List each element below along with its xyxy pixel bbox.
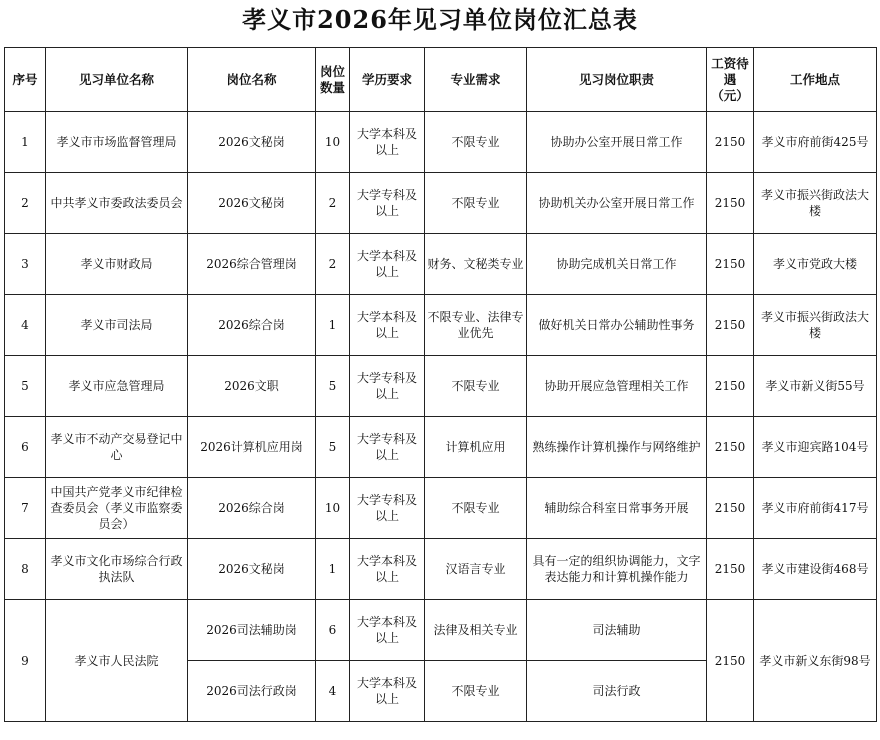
- cell-post: 2026司法辅助岗: [188, 600, 316, 661]
- cell-unit: 中国共产党孝义市纪律检查委员会（孝义市监察委员会）: [46, 478, 188, 539]
- cell-edu: 大学专科及以上: [350, 356, 425, 417]
- cell-no: 1: [5, 112, 46, 173]
- cell-no: 4: [5, 295, 46, 356]
- cell-edu: 大学专科及以上: [350, 478, 425, 539]
- cell-place: 孝义市府前街425号: [754, 112, 877, 173]
- col-header-edu: 学历要求: [350, 48, 425, 112]
- cell-pay: 2150: [707, 539, 754, 600]
- cell-unit: 孝义市财政局: [46, 234, 188, 295]
- cell-pay: 2150: [707, 478, 754, 539]
- cell-major: 不限专业、法律专业优先: [425, 295, 527, 356]
- cell-count: 2: [316, 173, 350, 234]
- cell-count: 5: [316, 356, 350, 417]
- cell-place: 孝义市迎宾路104号: [754, 417, 877, 478]
- col-header-count: 岗位数量: [316, 48, 350, 112]
- cell-post: 2026司法行政岗: [188, 661, 316, 722]
- cell-post: 2026文职: [188, 356, 316, 417]
- cell-edu: 大学专科及以上: [350, 173, 425, 234]
- table-row: [5, 112, 877, 173]
- cell-edu: 大学本科及以上: [350, 661, 425, 722]
- cell-no: 2: [5, 173, 46, 234]
- table-row: [5, 173, 877, 234]
- cell-major: 汉语言专业: [425, 539, 527, 600]
- table-row: [5, 478, 877, 539]
- cell-count: 1: [316, 295, 350, 356]
- positions-table: [4, 47, 877, 722]
- cell-place: 孝义市府前街417号: [754, 478, 877, 539]
- cell-pay: 2150: [707, 112, 754, 173]
- col-header-post: 岗位名称: [188, 48, 316, 112]
- cell-edu: 大学专科及以上: [350, 417, 425, 478]
- cell-count: 10: [316, 478, 350, 539]
- cell-duty: 协助机关办公室开展日常工作: [527, 173, 707, 234]
- cell-unit: 孝义市应急管理局: [46, 356, 188, 417]
- cell-edu: 大学本科及以上: [350, 112, 425, 173]
- col-header-major: 专业需求: [425, 48, 527, 112]
- cell-place: 孝义市建设街468号: [754, 539, 877, 600]
- cell-place: 孝义市党政大楼: [754, 234, 877, 295]
- cell-place: 孝义市新义街55号: [754, 356, 877, 417]
- cell-no: 5: [5, 356, 46, 417]
- table-row: [5, 417, 877, 478]
- cell-duty: 协助开展应急管理相关工作: [527, 356, 707, 417]
- cell-duty: 辅助综合科室日常事务开展: [527, 478, 707, 539]
- cell-major: 不限专业: [425, 478, 527, 539]
- cell-edu: 大学本科及以上: [350, 539, 425, 600]
- cell-unit: 孝义市司法局: [46, 295, 188, 356]
- cell-count: 10: [316, 112, 350, 173]
- cell-duty: 协助完成机关日常工作: [527, 234, 707, 295]
- cell-pay: 2150: [707, 234, 754, 295]
- cell-edu: 大学本科及以上: [350, 234, 425, 295]
- cell-count: 5: [316, 417, 350, 478]
- cell-post: 2026综合岗: [188, 478, 316, 539]
- cell-place: 孝义市振兴街政法大楼: [754, 295, 877, 356]
- cell-duty: 熟练操作计算机操作与网络维护: [527, 417, 707, 478]
- cell-duty: 做好机关日常办公辅助性事务: [527, 295, 707, 356]
- table-row: [5, 234, 877, 295]
- cell-major: 不限专业: [425, 173, 527, 234]
- table-row: [5, 539, 877, 600]
- cell-post: 2026文秘岗: [188, 112, 316, 173]
- cell-duty: 协助办公室开展日常工作: [527, 112, 707, 173]
- cell-post: 2026综合管理岗: [188, 234, 316, 295]
- cell-unit: 孝义市文化市场综合行政执法队: [46, 539, 188, 600]
- cell-pay: 2150: [707, 600, 754, 722]
- cell-post: 2026文秘岗: [188, 539, 316, 600]
- table-row: [5, 356, 877, 417]
- col-header-place: 工作地点: [754, 48, 877, 112]
- page-title: 孝义市2026年见习单位岗位汇总表: [242, 5, 638, 34]
- col-header-pay: 工资待遇（元）: [707, 48, 754, 112]
- table-row: [5, 600, 877, 661]
- cell-unit: 孝义市人民法院: [46, 600, 188, 722]
- cell-count: 1: [316, 539, 350, 600]
- col-header-duty: 见习岗位职责: [527, 48, 707, 112]
- col-header-unit: 见习单位名称: [46, 48, 188, 112]
- cell-count: 4: [316, 661, 350, 722]
- table-row: [5, 295, 877, 356]
- cell-major: 不限专业: [425, 112, 527, 173]
- cell-post: 2026综合岗: [188, 295, 316, 356]
- cell-major: 不限专业: [425, 356, 527, 417]
- cell-major: 不限专业: [425, 661, 527, 722]
- cell-count: 6: [316, 600, 350, 661]
- cell-post: 2026计算机应用岗: [188, 417, 316, 478]
- cell-no: 8: [5, 539, 46, 600]
- col-header-no: 序号: [5, 48, 46, 112]
- table-header-row: [5, 48, 877, 112]
- cell-edu: 大学本科及以上: [350, 600, 425, 661]
- cell-post: 2026文秘岗: [188, 173, 316, 234]
- cell-pay: 2150: [707, 173, 754, 234]
- cell-count: 2: [316, 234, 350, 295]
- cell-unit: 孝义市市场监督管理局: [46, 112, 188, 173]
- cell-no: 9: [5, 600, 46, 722]
- cell-no: 3: [5, 234, 46, 295]
- cell-no: 7: [5, 478, 46, 539]
- cell-place: 孝义市振兴街政法大楼: [754, 173, 877, 234]
- cell-pay: 2150: [707, 295, 754, 356]
- cell-major: 财务、文秘类专业: [425, 234, 527, 295]
- cell-place: 孝义市新义东街98号: [754, 600, 877, 722]
- cell-major: 计算机应用: [425, 417, 527, 478]
- cell-unit: 孝义市不动产交易登记中心: [46, 417, 188, 478]
- cell-edu: 大学本科及以上: [350, 295, 425, 356]
- cell-duty: 司法辅助: [527, 600, 707, 661]
- cell-pay: 2150: [707, 417, 754, 478]
- cell-major: 法律及相关专业: [425, 600, 527, 661]
- cell-pay: 2150: [707, 356, 754, 417]
- cell-duty: 司法行政: [527, 661, 707, 722]
- cell-no: 6: [5, 417, 46, 478]
- cell-unit: 中共孝义市委政法委员会: [46, 173, 188, 234]
- cell-duty: 具有一定的组织协调能力，文字表达能力和计算机操作能力: [527, 539, 707, 600]
